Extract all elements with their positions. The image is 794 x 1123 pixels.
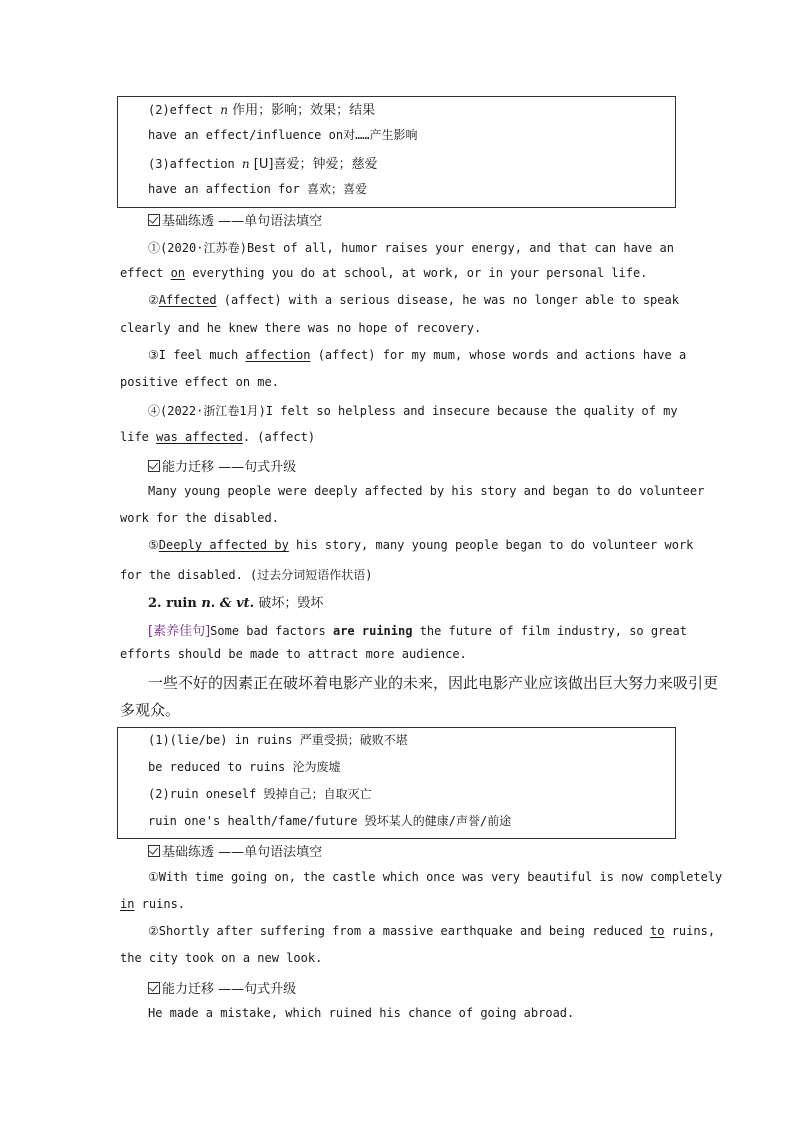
vocab-heading: 2. ruin n. & vt. 破坏；毁坏	[148, 596, 324, 611]
exercise-line: ②Shortly after suffering from a massive earthquake and being reduced to ruins,	[148, 924, 716, 938]
section-heading: 基础练透 ——单句语法填空	[148, 210, 322, 229]
exercise-line: work for the disabled.	[120, 511, 279, 525]
exercise-line: clearly and he knew there was no hope of recovery.	[120, 321, 482, 335]
note-box-effect	[117, 96, 676, 208]
answer: affection	[245, 348, 311, 362]
checkbox-icon	[148, 214, 160, 226]
exercise-line: Many young people were deeply affected by his story and began to do volunteer	[148, 484, 705, 498]
section-heading: 能力迁移 ——句式升级	[148, 978, 296, 997]
answer: on	[170, 266, 186, 280]
tag-label: [素养佳句]	[148, 624, 211, 639]
box-line: (1)(lie/be) in ruins 严重受损；破败不堪	[148, 733, 408, 747]
example-sentence: efforts should be made to attract more audience.	[120, 647, 467, 661]
checkbox-icon	[148, 460, 160, 472]
exercise-line: ①With time going on, the castle which once was very beautiful is now completely	[148, 870, 723, 884]
answer: in	[120, 897, 135, 911]
box-line: have an affection for 喜欢；喜爱	[148, 182, 367, 196]
checkbox-icon	[148, 845, 160, 857]
answer: was affected	[156, 430, 243, 444]
box-line: (3)affection n [U]喜爱；钟爱；慈爱	[148, 157, 378, 172]
answer: Affected	[158, 293, 217, 307]
translation: 一些不好的因素正在破坏着电影产业的未来，因此电影产业应该做出巨大努力来吸引更	[148, 674, 719, 692]
exercise-line: effect on everything you do at school, at work, or in your personal life.	[120, 266, 648, 280]
answer: Deeply affected by	[158, 538, 289, 552]
box-line: have an effect/influence on对……产生影响	[148, 128, 418, 142]
example-sentence: [素养佳句]Some bad factors are ruining the future of film industry, so great	[148, 624, 688, 639]
exercise-line: ③I feel much affection (affect) for my mum, whose words and actions have a	[148, 348, 687, 362]
exercise-line: ④(2022·浙江卷1月)I felt so helpless and insecure because the quality of my	[148, 404, 678, 418]
exercise-line: ⑤Deeply affected by his story, many young people began to do volunteer work	[148, 538, 694, 552]
answer: to	[650, 924, 665, 938]
box-line: be reduced to ruins 沦为废墟	[148, 760, 341, 774]
exercise-line: for the disabled. (过去分词短语作状语)	[120, 568, 373, 582]
box-line: ruin one's health/fame/future 毁坏某人的健康/声誉/前途	[148, 814, 512, 828]
exercise-line: He made a mistake, which ruined his chance of going abroad.	[148, 1006, 575, 1020]
checkbox-icon	[148, 982, 160, 994]
box-line: (2)ruin oneself 毁掉自己；自取灭亡	[148, 787, 372, 801]
note-box-ruin	[117, 727, 676, 839]
exercise-line: the city took on a new look.	[120, 951, 323, 965]
section-heading: 能力迁移 ——句式升级	[148, 456, 296, 475]
exercise-line: in ruins.	[120, 897, 186, 911]
translation: 多观众。	[120, 701, 181, 719]
box-line: (2)effect n 作用；影响；效果；结果	[148, 103, 376, 118]
exercise-line: life was affected. (affect)	[120, 430, 316, 444]
exercise-line: ②Affected (affect) with a serious disease, he was no longer able to speak	[148, 293, 679, 307]
exercise-line: positive effect on me.	[120, 375, 279, 389]
section-heading: 基础练透 ——单句语法填空	[148, 841, 322, 860]
exercise-line: ①(2020·江苏卷)Best of all, humor raises your energy, and that can have an	[148, 241, 674, 255]
